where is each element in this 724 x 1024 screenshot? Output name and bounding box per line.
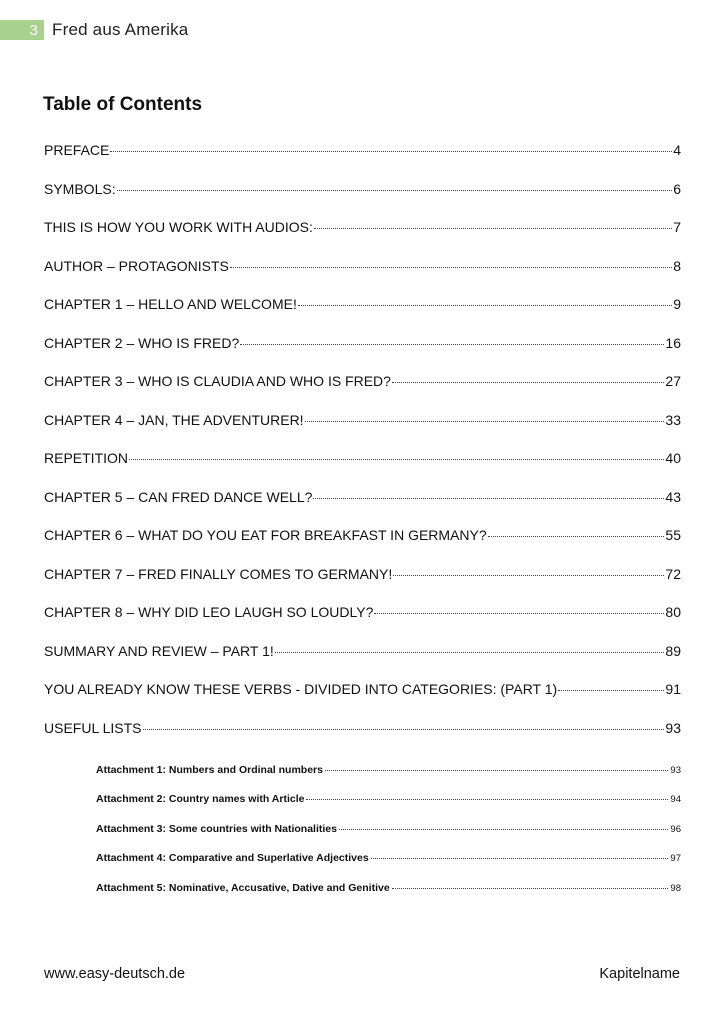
toc-entry-page: 89: [665, 642, 681, 659]
toc-entry-chapter-7[interactable]: [44, 566, 681, 605]
dot-leader: [306, 798, 668, 800]
toc-entry-page: 4: [673, 142, 681, 158]
dot-leader: [275, 651, 665, 653]
dot-leader: [558, 689, 664, 691]
dot-leader: [392, 887, 669, 889]
page-number: 3: [0, 20, 44, 40]
dot-leader: [143, 728, 665, 730]
toc-entry-page: 55: [665, 527, 681, 543]
toc-entry-page: 9: [673, 296, 681, 312]
toc-entry-page: 80: [665, 604, 681, 620]
toc-entry-page: 27: [665, 373, 681, 389]
dot-leader: [298, 304, 672, 306]
toc-entry-audios[interactable]: [44, 219, 681, 258]
toc-entry-label: CHAPTER 4 – JAN, THE ADVENTURER!: [44, 411, 304, 428]
dot-leader: [129, 458, 664, 460]
toc-heading: Table of Contents: [43, 94, 203, 115]
dot-leader: [117, 189, 673, 191]
book-title: Fred aus Amerika: [52, 20, 189, 39]
toc-entry-label: CHAPTER 3 – WHO IS CLAUDIA AND WHO IS FRED?: [44, 373, 391, 389]
toc-entry-page: 72: [665, 565, 681, 582]
footer-website: www.easy-deutsch.de: [44, 966, 186, 982]
dot-leader: [110, 150, 672, 152]
toc-entry-page: 91: [665, 681, 681, 697]
dot-leader: [305, 420, 665, 422]
toc-attachment-page: 93: [670, 765, 681, 776]
toc-attachment-page: 96: [670, 823, 681, 835]
toc-entry-summary[interactable]: [44, 643, 681, 682]
dot-leader: [374, 612, 664, 614]
dot-leader: [488, 535, 665, 537]
dot-leader: [339, 828, 668, 830]
toc-entry-page: 33: [665, 411, 681, 428]
toc-entry-page: 40: [665, 450, 681, 466]
dot-leader: [393, 574, 664, 576]
toc-entry-label: CHAPTER 5 – CAN FRED DANCE WELL?: [44, 488, 313, 505]
toc-entry-verbs[interactable]: [44, 681, 681, 720]
toc-attachment-1[interactable]: [96, 764, 681, 793]
toc-entry-label: AUTHOR – PROTAGONISTS: [44, 257, 229, 274]
toc-entry-label: CHAPTER 2 – WHO IS FRED?: [44, 334, 240, 351]
toc-entry-label: USEFUL LISTS: [44, 719, 142, 736]
toc-attachment-3[interactable]: [96, 823, 681, 852]
toc-attachment-5[interactable]: [96, 882, 681, 911]
toc-entry-chapter-5[interactable]: [44, 489, 681, 528]
toc-attachment-page: 98: [670, 882, 681, 894]
toc-entry-label: PREFACE: [44, 142, 110, 158]
toc-entry-label: CHAPTER 8 – WHY DID LEO LAUGH SO LOUDLY?: [44, 604, 374, 620]
dot-leader: [325, 769, 668, 771]
dot-leader: [240, 343, 664, 345]
dot-leader: [230, 266, 672, 268]
toc-entry-useful-lists[interactable]: [44, 720, 681, 759]
toc-attachment-page: 94: [670, 794, 681, 806]
toc-entry-label: YOU ALREADY KNOW THESE VERBS - DIVIDED INTO CATEGORIES: (PART 1): [44, 681, 558, 697]
dot-leader: [371, 857, 669, 859]
toc-entry-chapter-6[interactable]: [44, 527, 681, 566]
footer-chapter-name: Kapitelname: [599, 966, 680, 982]
toc-entry-label: REPETITION: [44, 450, 129, 466]
toc-entry-symbols[interactable]: [44, 181, 681, 220]
toc-entry-chapter-3[interactable]: [44, 373, 681, 412]
page-header: [0, 20, 188, 40]
toc-attachment-4[interactable]: [96, 852, 681, 881]
toc-entry-chapter-8[interactable]: [44, 604, 681, 643]
toc-entry-label: CHAPTER 7 – FRED FINALLY COMES TO GERMANY!: [44, 565, 393, 582]
toc-attachment-page: 97: [670, 853, 681, 865]
toc-entry-label: CHAPTER 1 – HELLO AND WELCOME!: [44, 296, 297, 312]
attachment-list: [96, 764, 681, 911]
toc-entry-page: 8: [673, 257, 681, 274]
toc-entry-label: SUMMARY AND REVIEW – PART 1!: [44, 642, 274, 659]
toc-entry-page: 6: [673, 180, 681, 197]
toc-attachment-label: Attachment 5: Nominative, Accusative, Dative and Genitive: [96, 881, 390, 894]
toc-entry-preface[interactable]: [44, 142, 681, 181]
toc-entry-chapter-1[interactable]: [44, 296, 681, 335]
toc-attachment-label: Attachment 3: Some countries with Nationalities: [96, 822, 337, 835]
toc-entry-page: 93: [665, 719, 681, 736]
toc-entry-page: 7: [673, 219, 681, 235]
toc-entry-page: 16: [665, 334, 681, 351]
toc-attachment-label: Attachment 1: Numbers and Ordinal numbers: [96, 764, 323, 776]
toc-entry-label: SYMBOLS:: [44, 180, 116, 197]
toc-attachment-label: Attachment 4: Comparative and Superlative Adjectives: [96, 852, 369, 865]
toc-entry-author[interactable]: [44, 258, 681, 297]
dot-leader: [314, 227, 672, 229]
toc-entry-repetition[interactable]: [44, 450, 681, 489]
toc-entry-label: CHAPTER 6 – WHAT DO YOU EAT FOR BREAKFAST IN GERMANY?: [44, 527, 487, 543]
toc-entry-chapter-4[interactable]: [44, 412, 681, 451]
toc-attachment-2[interactable]: [96, 793, 681, 822]
dot-leader: [313, 497, 664, 499]
toc-attachment-label: Attachment 2: Country names with Article: [96, 793, 305, 806]
toc-list: [44, 142, 681, 758]
toc-entry-label: THIS IS HOW YOU WORK WITH AUDIOS:: [44, 219, 313, 235]
toc-entry-page: 43: [665, 488, 681, 505]
toc-entry-chapter-2[interactable]: [44, 335, 681, 374]
dot-leader: [392, 381, 664, 383]
